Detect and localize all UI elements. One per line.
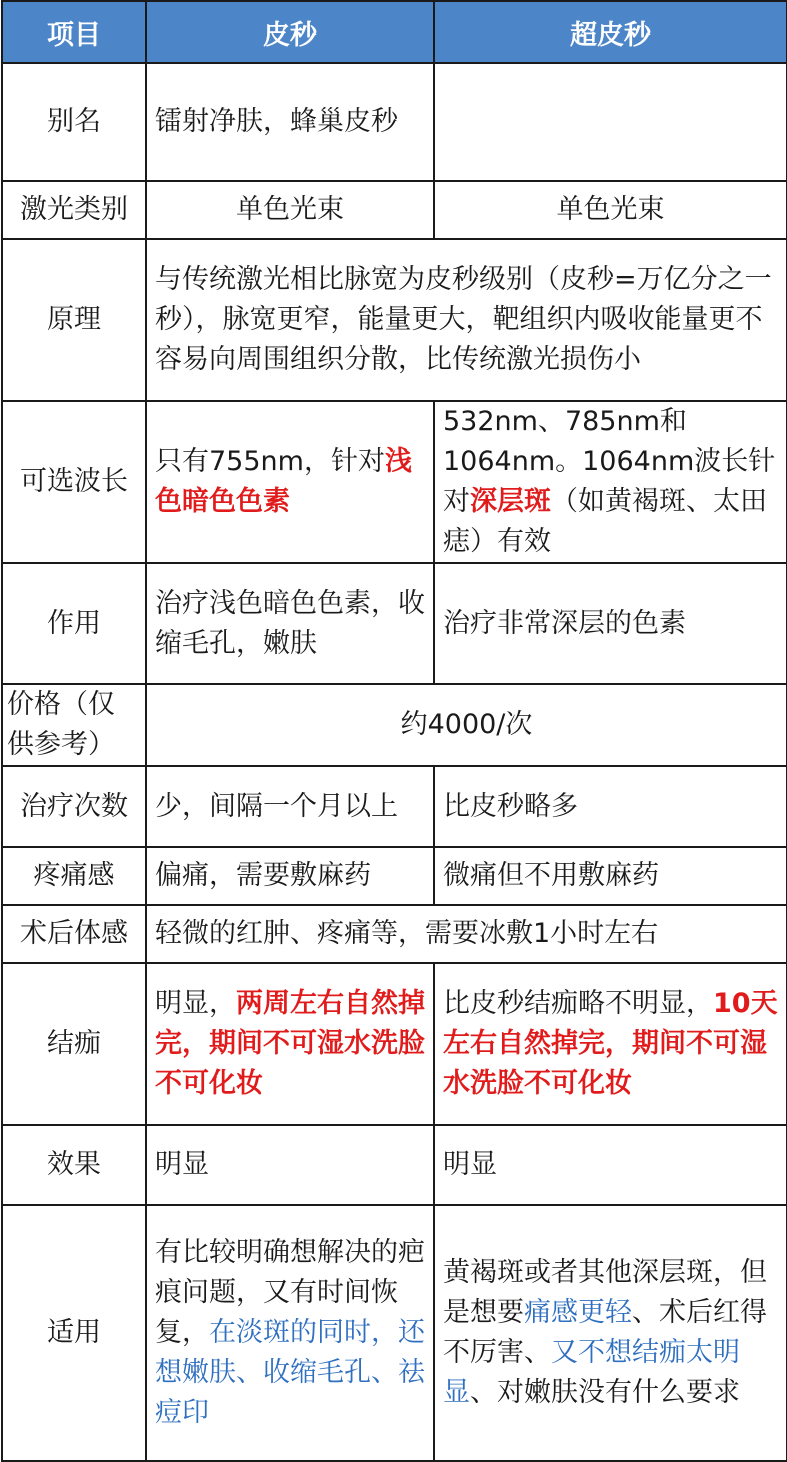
cell-wavelength-pico [146, 401, 434, 563]
row-laser-type [2, 181, 787, 239]
label-alias: 别名 [2, 63, 146, 181]
label-sessions: 治疗次数 [2, 766, 146, 847]
cell-sessions-ultra: 比皮秒略多 [434, 766, 787, 847]
header-row [2, 1, 787, 63]
wavelength-ultra-text-1: 532nm、785nm和1064nm。1064nm波长针对 [443, 406, 776, 517]
cell-laser-type-ultra: 单色光束 [434, 181, 787, 239]
cell-effect-use-pico: 治疗浅色暗色色素，收缩毛孔，嫩肤 [146, 563, 434, 684]
row-effect-use [2, 563, 787, 684]
row-principle [2, 239, 787, 401]
wavelength-pico-text: 只有755nm，针对 [155, 446, 385, 477]
row-price [2, 684, 787, 766]
cell-effect-use-ultra: 治疗非常深层的色素 [434, 563, 787, 684]
cell-pain-ultra: 微痛但不用敷麻药 [434, 847, 787, 905]
row-pain [2, 847, 787, 905]
cell-alias-pico: 镭射净肤，蜂巢皮秒 [146, 63, 434, 181]
suitable-ultra-highlight-2: 又不想结痂太明显 [443, 1337, 740, 1408]
scab-pico-highlight: 两周左右自然掉完，期间不可湿水洗脸不可化妆 [155, 988, 425, 1099]
label-price: 价格（仅供参考） [2, 684, 146, 766]
wavelength-ultra-text-2: （如黄褐斑、太田痣）有效 [443, 486, 767, 557]
cell-result-ultra: 明显 [434, 1125, 787, 1205]
row-sessions [2, 766, 787, 847]
header-picosecond: 皮秒 [146, 1, 434, 63]
row-scab [2, 963, 787, 1125]
wavelength-pico-highlight: 浅色暗色色素 [155, 446, 412, 517]
suitable-pico-highlight: 在淡斑的同时，还想嫩肤、收缩毛孔、祛痘印 [155, 1317, 425, 1428]
label-pain: 疼痛感 [2, 847, 146, 905]
row-post-feel [2, 905, 787, 963]
cell-principle: 与传统激光相比脉宽为皮秒级别（皮秒=万亿分之一秒），脉宽更窄，能量更大，靶组织内吸收能量更不容易向周围组织分散，比传统激光损伤小 [146, 239, 787, 401]
header-item: 项目 [2, 1, 146, 63]
label-wavelength: 可选波长 [2, 401, 146, 563]
label-suitable: 适用 [2, 1205, 146, 1461]
row-suitable [2, 1205, 787, 1461]
suitable-ultra-text-2: 、术后红得不厉害、 [443, 1297, 767, 1368]
label-post-feel: 术后体感 [2, 905, 146, 963]
header-ultra-picosecond: 超皮秒 [434, 1, 787, 63]
cell-price: 约4000/次 [146, 684, 787, 766]
cell-suitable-ultra [434, 1205, 787, 1461]
label-principle: 原理 [2, 239, 146, 401]
cell-laser-type-pico: 单色光束 [146, 181, 434, 239]
cell-wavelength-ultra [434, 401, 787, 563]
row-wavelength [2, 401, 787, 563]
cell-scab-pico [146, 963, 434, 1125]
row-result [2, 1125, 787, 1205]
row-alias [2, 63, 787, 181]
suitable-ultra-highlight-1: 痛感更轻 [524, 1297, 632, 1328]
cell-pain-pico: 偏痛，需要敷麻药 [146, 847, 434, 905]
cell-sessions-pico: 少，间隔一个月以上 [146, 766, 434, 847]
comparison-table [1, 0, 787, 1462]
label-effect-use: 作用 [2, 563, 146, 684]
scab-ultra-highlight: 10天左右自然掉完，期间不可湿水洗脸不可化妆 [443, 988, 778, 1099]
suitable-ultra-text-3: 、对嫩肤没有什么要求 [470, 1377, 740, 1408]
cell-alias-ultra [434, 63, 787, 181]
suitable-ultra-text-1: 黄褐斑或者其他深层斑，但是想要 [443, 1257, 767, 1328]
cell-post-feel: 轻微的红肿、疼痛等，需要冰敷1小时左右 [146, 905, 787, 963]
cell-scab-ultra [434, 963, 787, 1125]
cell-result-pico: 明显 [146, 1125, 434, 1205]
label-laser-type: 激光类别 [2, 181, 146, 239]
wavelength-ultra-highlight: 深层斑 [470, 486, 551, 517]
label-result: 效果 [2, 1125, 146, 1205]
cell-suitable-pico [146, 1205, 434, 1461]
scab-ultra-text: 比皮秒结痂略不明显， [443, 988, 713, 1019]
suitable-pico-text: 有比较明确想解决的疤痕问题，又有时间恢复， [155, 1237, 425, 1348]
scab-pico-text: 明显， [155, 988, 236, 1019]
label-scab: 结痂 [2, 963, 146, 1125]
